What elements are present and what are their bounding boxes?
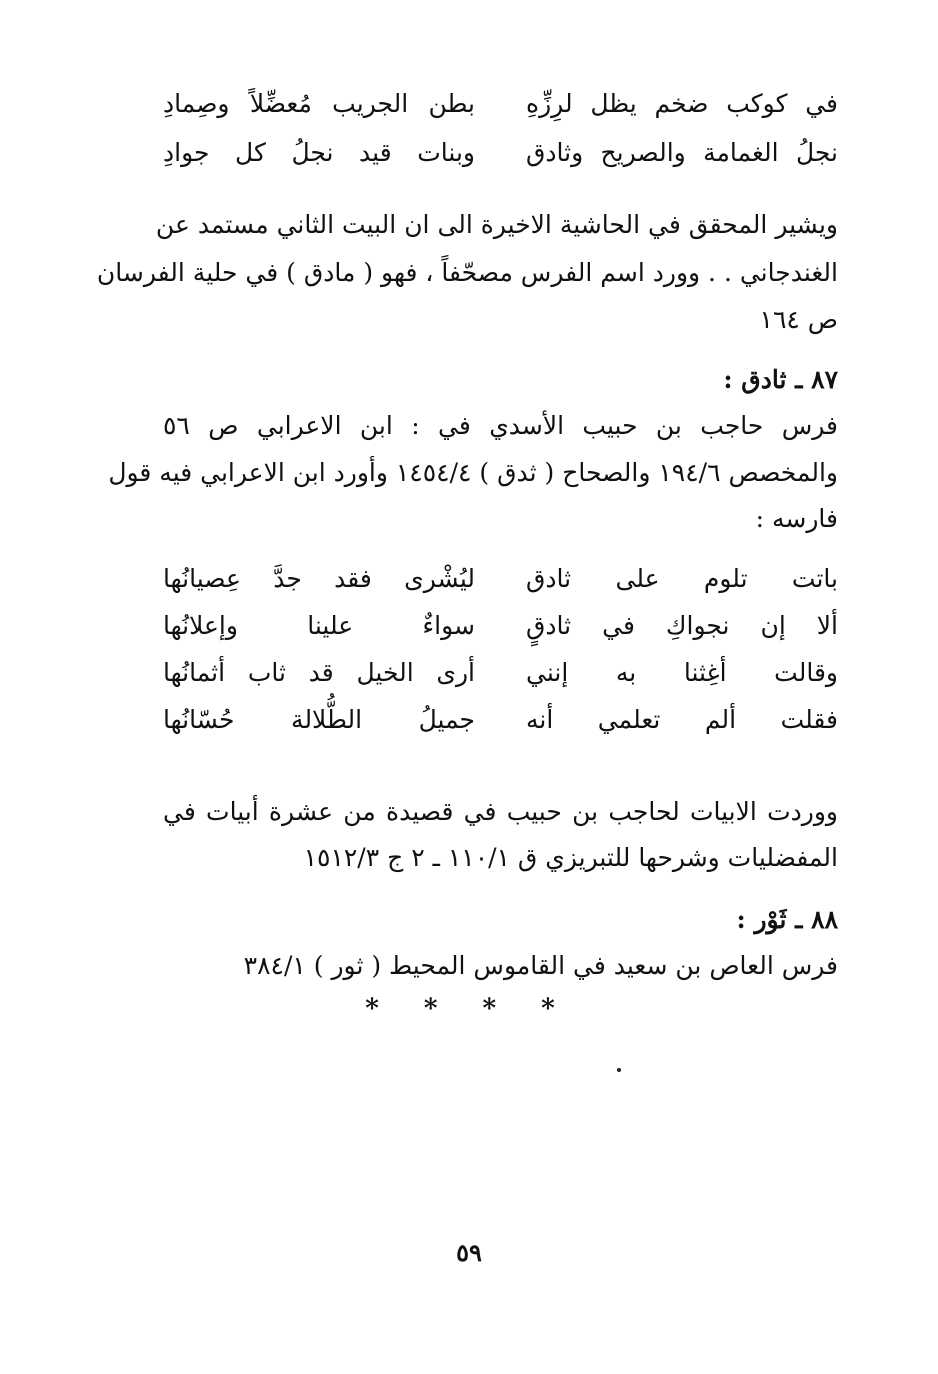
page-number: ٥٩ [456,1238,482,1267]
entry-88-text: فرس العاص بن سعيد في القاموس المحيط ( ثور ) ٣٨٤/١ [243,951,838,980]
verse-second-hemistich: أرى الخيل قد ثاب أثمانُها [163,658,475,687]
verse-first-hemistich: في كوكب ضخم يظل لرِزِّهِ [526,89,838,118]
verse-second-hemistich: ليُشْرى فقد جدَّ عِصيانُها [163,564,475,593]
note-line-2: الغندجاني . . وورد اسم الفرس مصحّفاً ، فهو ( مادق ) في حلية الفرسان [96,258,838,287]
verse-first-hemistich: وقالت أغِثنا به إنني [526,658,838,687]
entry-87-text-2: والمخصص ١٩٤/٦ والصحاح ( ثدق ) ١٤٥٤/٤ وأورد ابن الاعرابي فيه قول [108,458,838,487]
verse-first-hemistich: ألا إن نجواكِ في ثادقٍ [526,611,838,640]
section-separator: * * * * [365,994,573,1024]
poem-top-verse-1 [163,82,838,126]
verse-second-hemistich: جميلُ الطُّلالة حُسّانُها [163,705,475,734]
note-line-1: ويشير المحقق في الحاشية الاخيرة الى ان البيت الثاني مستمد عن [155,210,838,239]
entry-88-heading: ٨٨ ـ ثَوْر : [736,905,838,934]
entry-87-verse-4 [163,698,838,742]
verse-first-hemistich: نجلُ الغمامة والصريح وثادق [526,138,838,167]
entry-87-heading: ٨٧ ـ ثادق : [723,365,838,394]
scan-speck [617,1068,621,1072]
entry-87-text-3: فارسه : [755,504,838,533]
entry-87-closing-2: المفضليات وشرحها للتبريزي ق ١١٠/١ ـ ٢ ج ١٥١٢/٣ [303,843,838,872]
entry-87-verse-2 [163,604,838,648]
verse-second-hemistich: بطن الجريب مُعضِّلاً وصِمادِ [163,89,475,118]
entry-87-text-1: فرس حاجب بن حبيب الأسدي في : ابن الاعرابي ص ٥٦ [163,411,838,440]
verse-second-hemistich: سواءٌ علينا وإعلانُها [163,611,475,640]
poem-top-verse-2 [163,131,838,175]
entry-87-verse-1 [163,557,838,601]
verse-first-hemistich: باتت تلوم على ثادق [526,564,838,593]
entry-87-closing-1: ووردت الابيات لحاجب بن حبيب في قصيدة من عشرة أبيات في [163,797,838,826]
verse-first-hemistich: فقلت ألم تعلمي أنه [526,705,838,734]
entry-87-verse-3 [163,651,838,695]
verse-second-hemistich: وبنات قيد نجلُ كل جوادِ [163,138,475,167]
note-line-3: ص ١٦٤ [759,305,838,334]
